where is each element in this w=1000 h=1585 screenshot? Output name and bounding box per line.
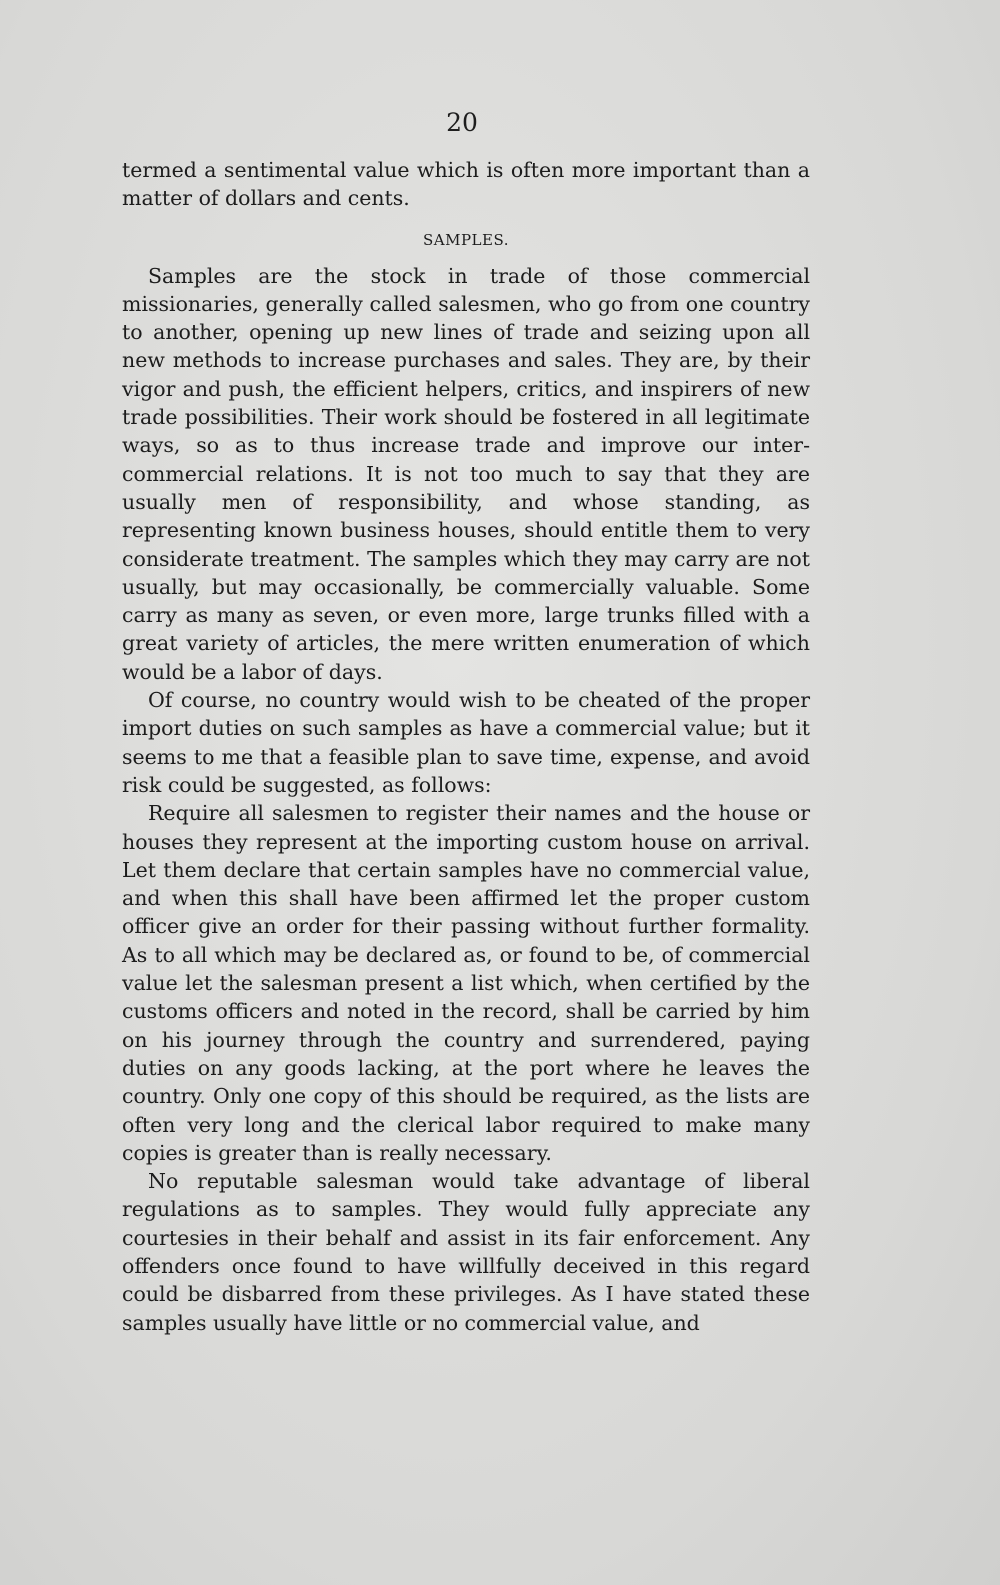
- section-heading: SAMPLES.: [423, 230, 509, 249]
- paragraph: Samples are the stock in trade of those commercial missionaries, generally called salesmen, who go from one country to another, opening up new lines of trade and seizing upon all new methods to increase purchases and sales. They are, by their vigor and push, the efficient helpers, critics, and inspirers of new trade possibilities. Their work should be fostered in all legitimate ways, so as to thus increase trade and improve our inter-commercial relations. It is not too much to say that they are usually men of responsibility, and whose standing, as representing known business houses, should entitle them to very considerate treatment. The samples which they may carry are not usually, but may occasionally, be commercially valuable. Some carry as many as seven, or even more, large trunks filled with a great variety of articles, the mere written enumeration of which would be a labor of days.: [122, 263, 810, 684]
- page-number: 20: [446, 108, 478, 137]
- paragraph: Of course, no country would wish to be cheated of the proper import duties on such samples as have a commercial value; but it seems to me that a feasible plan to save time, expense, and avoid risk could be suggested, as follows:: [122, 688, 810, 797]
- paragraph: No reputable salesman would take advantage of liberal regulations as to samples. They would fully appreciate any courtesies in their behalf and assist in its fair enforcement. Any offenders once found to have willfully deceived in this regard could be disbarred from these privileges. As I have stated these samples usually have little or no commercial value, and: [122, 1169, 810, 1335]
- paragraph-continuation: termed a sentimental value which is often more important than a matter of dollars and cents.: [122, 158, 810, 211]
- body-text: [122, 156, 810, 1337]
- paragraph: Require all salesmen to register their names and the house or houses they represent at the importing custom house on arrival. Let them declare that certain samples have no commercial value, and when this shall have been affirmed let the proper custom officer give an order for their passing without further formality. As to all which may be declared as, or found to be, of commercial value let the salesman present a list which, when certified by the customs officers and noted in the record, shall be carried by him on his journey through the country and surrendered, paying duties on any goods lacking, at the port where he leaves the country. Only one copy of this should be required, as the lists are often very long and the clerical labor required to make many copies is greater than is really necessary.: [122, 801, 810, 1165]
